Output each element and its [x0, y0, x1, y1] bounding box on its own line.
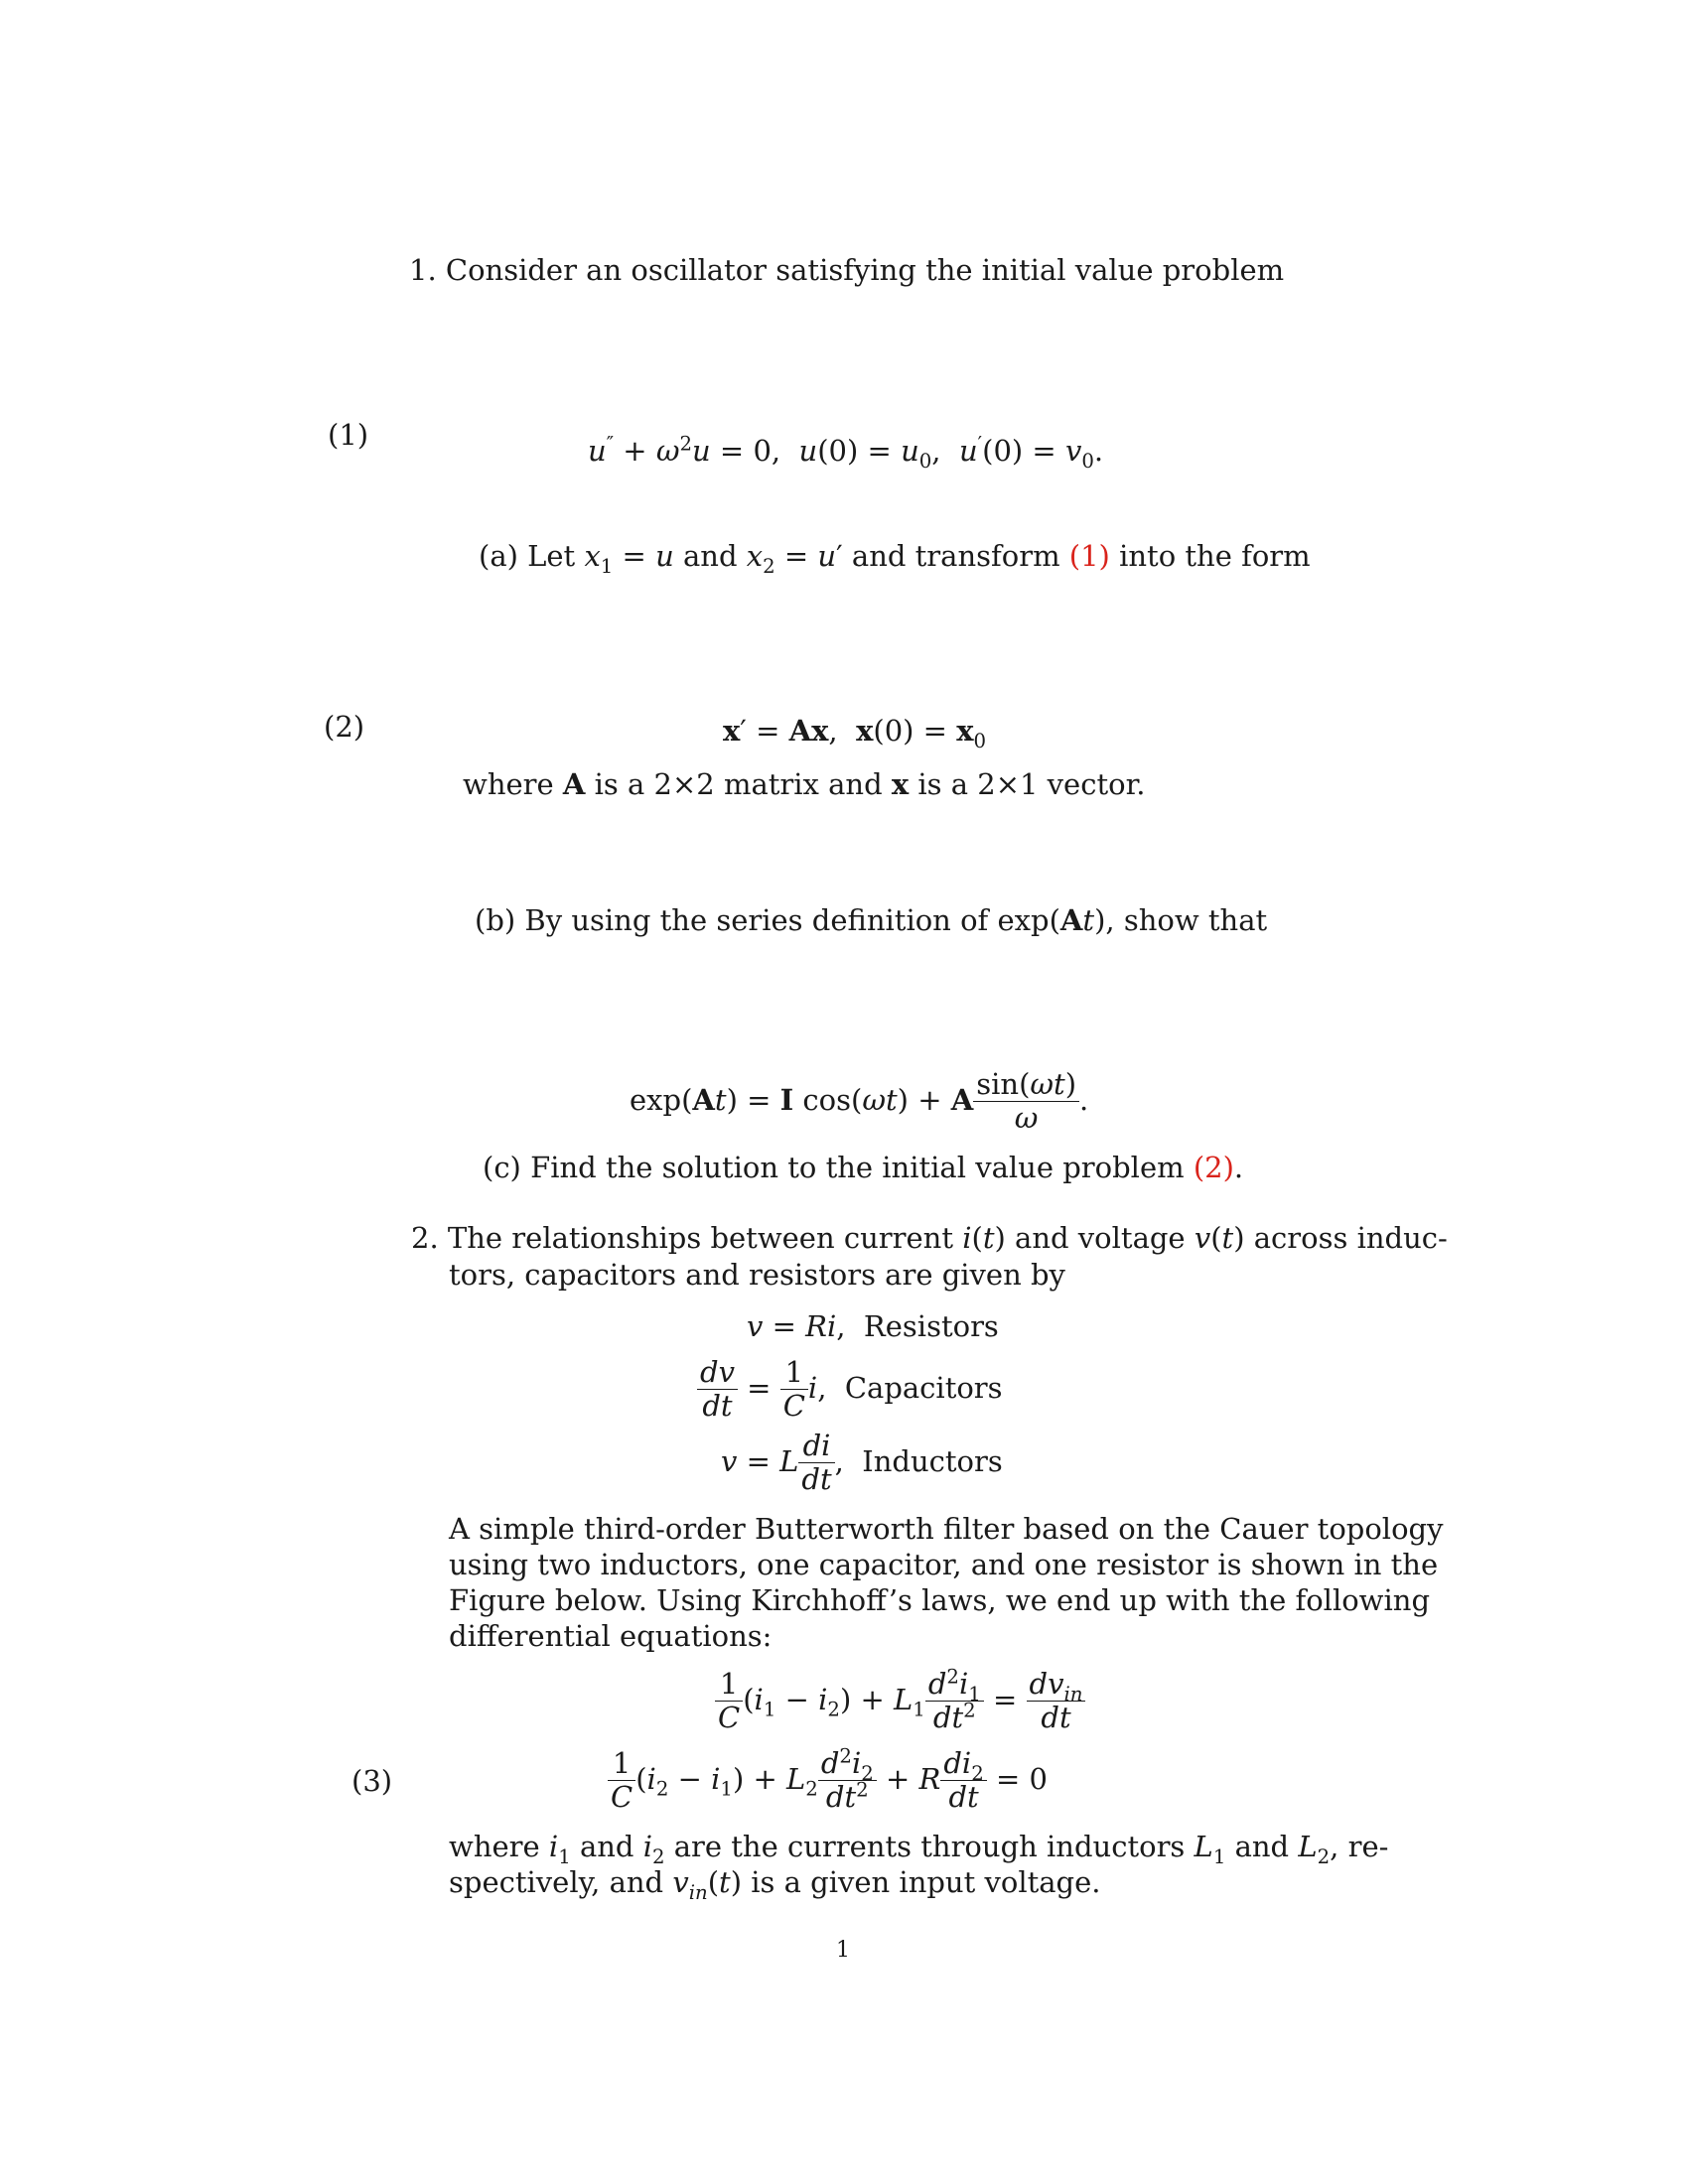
where-currents-line-1: where $i_1$ and $i_2$ are the currents through inductors $L_1$ and $L_2$, re- [449, 1830, 1389, 1868]
filter-paragraph-line-3: Figure below. Using Kirchhoff’s laws, we end up with the following [449, 1583, 1431, 1617]
page-number: 1 [836, 1938, 850, 1963]
where-matrix-vector: where A is a 2×2 matrix and x is a 2×1 vector. [463, 767, 1146, 801]
equation-3-line-1: $\frac{1}{C}$ $(i_1 - i_2) + L_1$ $\frac{d^2i_1}{dt^2}$ = $\frac{dv_{in}}{dt}$ [715, 1668, 1085, 1735]
part-c: (c) Find the solution to the initial value problem (2). [483, 1151, 1244, 1184]
problem-2-intro-line-1: 2. The relationships between current i(t) and voltage v(t) across induc- [411, 1221, 1448, 1255]
equation-1-reference[interactable]: (1) [1068, 539, 1110, 573]
where-currents-line-2: spectively, and $v_{in}(t)$ is a given input voltage. [449, 1865, 1101, 1904]
filter-paragraph-line-4: differential equations: [449, 1619, 773, 1653]
problem-2-intro-line-2: tors, capacitors and resistors are given by [449, 1258, 1065, 1292]
equation-2-tag: (2) [324, 710, 365, 744]
resistor-relation: v = Ri, Resistors [747, 1309, 999, 1343]
filter-paragraph-line-1: A simple third-order Butterworth filter based on the Cauer topology [449, 1512, 1444, 1546]
part-a: (a) Let $x_1 = u$ and $x_2 = u'$ and transform (1) into the form [479, 539, 1311, 578]
matrix-exponential-identity: exp(At) = I cos(ωt) + A $\frac{\sin(\omega t)}{\omega}$ . [630, 1067, 1089, 1136]
equation-3-line-2: $\frac{1}{C}$ $(i_2 - i_1) + L_2$ $\frac{d^2i_2}{dt^2}$ + R $\frac{di_2}{dt}$ = 0 [608, 1747, 1048, 1815]
equation-1-tag: (1) [328, 418, 369, 452]
inductor-relation: v = L $\frac{di}{dt}$ , Inductors [721, 1429, 1003, 1497]
part-b: (b) By using the series definition of exp(At), show that [475, 903, 1268, 937]
problem-1-intro: 1. Consider an oscillator satisfying the initial value problem [409, 253, 1285, 287]
equation-2: x′ = Ax, $x(0) = x_0$ [723, 714, 987, 752]
filter-paragraph-line-2: using two inductors, one capacitor, and one resistor is shown in the [449, 1548, 1439, 1581]
equation-3-tag: (3) [352, 1764, 393, 1798]
equation-1: $u'' + \omega^2u = 0$, $u(0) = u_0$, $u'(0) = v_0$. [588, 432, 1104, 473]
equation-2-reference[interactable]: (2) [1193, 1151, 1234, 1184]
capacitor-relation: $\frac{dv}{dt}$ = $\frac{1}{C}$ i, Capacitors [697, 1356, 1003, 1424]
